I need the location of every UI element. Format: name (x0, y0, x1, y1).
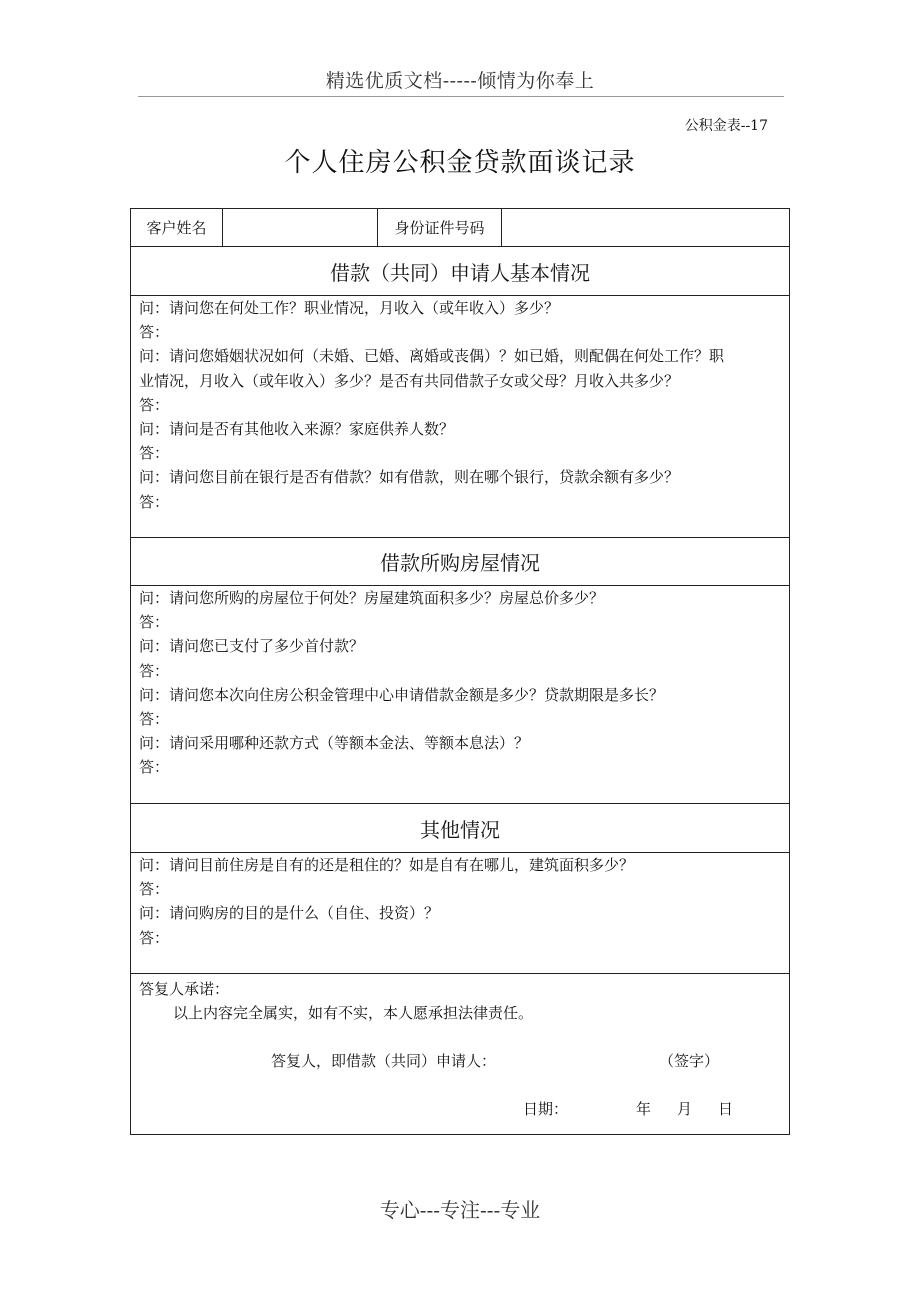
date-year[interactable]: 年 (636, 1100, 652, 1118)
qa-line: 问：请问是否有其他收入来源？家庭供养人数？ (139, 420, 455, 439)
section-heading-applicant (131, 246, 789, 295)
header-divider (138, 96, 784, 97)
qa-line[interactable]: 答： (139, 613, 170, 632)
qa-line: 问：请问购房的目的是什么（自住、投资）？ (139, 904, 440, 923)
section-heading-text: 其他情况 (420, 817, 500, 842)
section-heading-property (131, 537, 789, 585)
qa-line: 问：请问您婚姻状况如何（未婚、已婚、离婚或丧偶）？如已婚，则配偶在何处工作？职 (139, 347, 725, 366)
qa-line: 问：请问采用哪种还款方式（等额本金法、等额本息法）？ (139, 734, 530, 753)
qa-line: 问：请问您目前在银行是否有借款？如有借款，则在哪个银行，贷款余额有多少？ (139, 468, 680, 487)
section-body-property (131, 585, 789, 803)
qa-line: 问：请问您在何处工作？职业情况，月收入（或年收入）多少？ (139, 299, 560, 317)
page-header-text: 精选优质文档-----倾情为你奉上 (325, 70, 595, 92)
signature-field[interactable]: （签字） (659, 1052, 720, 1070)
qa-line[interactable]: 答： (139, 661, 170, 680)
section-body-other (131, 852, 789, 973)
qa-line[interactable]: 答： (139, 395, 170, 414)
client-name-label: 客户姓名 (131, 209, 223, 246)
section-body-applicant (131, 295, 789, 537)
qa-line[interactable]: 答： (139, 444, 170, 463)
page-footer-text: 专心---专注---专业 (379, 1198, 541, 1222)
qa-line: 问：请问目前住房是自有的还是租住的？如是自有在哪儿，建筑面积多少？ (139, 856, 635, 874)
qa-line[interactable]: 答： (139, 758, 170, 777)
qa-line[interactable]: 答： (139, 928, 170, 947)
qa-line: 问：请问您本次向住房公积金管理中心申请借款金额是多少？贷款期限是多长？ (139, 685, 665, 704)
qa-line: 业情况，月收入（或年收入）多少？是否有共同借款子女或父母？月收入共多少？ (139, 371, 680, 390)
respondent-label: 答复人，即借款（共同）申请人： (271, 1052, 497, 1070)
qa-line[interactable]: 答： (139, 323, 170, 342)
document-title: 个人住房公积金贷款面谈记录 (284, 148, 636, 178)
form-code: 公积金表--17 (684, 118, 768, 134)
qa-line: 问：请问您所购的房屋位于何处？房屋建筑面积多少？房屋总价多少？ (139, 589, 605, 607)
id-number-field[interactable] (502, 209, 789, 246)
client-name-field[interactable] (223, 209, 378, 246)
interview-form (130, 208, 790, 1135)
date-label: 日期： (523, 1100, 569, 1118)
section-heading-other (131, 803, 789, 852)
section-heading-text: 借款（共同）申请人基本情况 (330, 260, 590, 285)
commitment-statement: 以上内容完全属实，如有不实，本人愿承担法律责任。 (173, 1004, 534, 1022)
id-number-label: 身份证件号码 (378, 209, 502, 246)
qa-line[interactable]: 答： (139, 492, 170, 511)
commitment-label: 答复人承诺： (139, 980, 230, 998)
qa-line: 问：请问您已支付了多少首付款？ (139, 637, 365, 656)
qa-line[interactable]: 答： (139, 710, 170, 729)
signature-block (131, 973, 789, 1134)
date-day[interactable]: 日 (718, 1100, 734, 1118)
client-info-row (131, 209, 789, 246)
section-heading-text: 借款所购房屋情况 (380, 551, 540, 575)
date-month[interactable]: 月 (677, 1100, 693, 1118)
qa-line[interactable]: 答： (139, 880, 170, 899)
